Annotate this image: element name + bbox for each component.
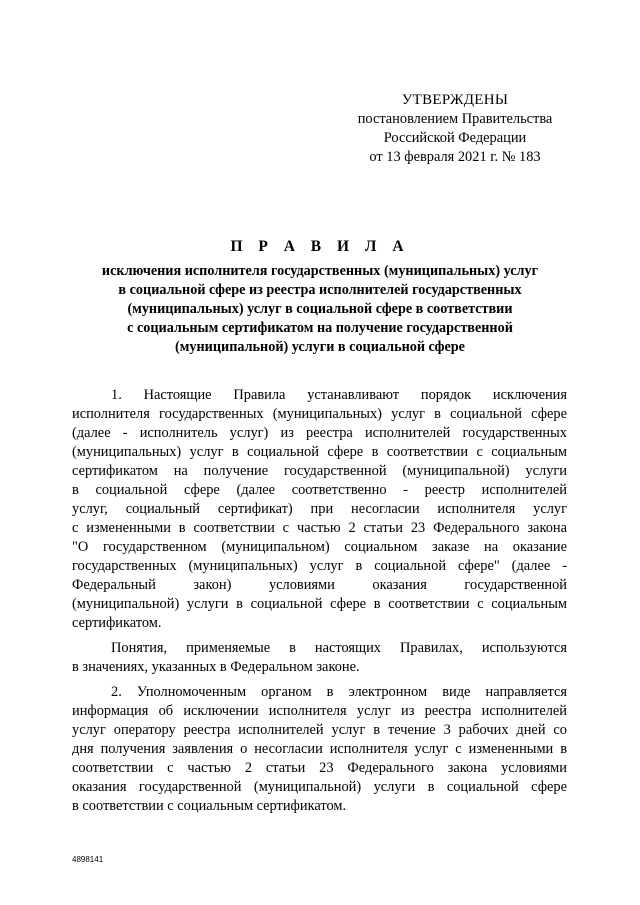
paragraph-2 bbox=[72, 639, 567, 677]
document-body bbox=[72, 386, 567, 816]
paragraph-1 bbox=[72, 386, 567, 633]
text-line: услуг, социальный сертификат) при несогласии исполнителя услуг bbox=[72, 501, 567, 517]
approval-title: УТВЕРЖДЕНЫ bbox=[401, 92, 509, 108]
text-line: (муниципальных) услуг в социальной сфере в соответствии с социальным bbox=[72, 444, 567, 460]
paragraph-3 bbox=[72, 683, 567, 816]
text-line: Федеральный закон) условиями оказания государственной bbox=[72, 577, 567, 593]
document-code: 4898141 bbox=[72, 855, 104, 864]
text-line: информация об исключении исполнителя услуг из реестра исполнителей bbox=[72, 703, 567, 719]
approval-line-3: от 13 февраля 2021 г. № 183 bbox=[369, 149, 541, 165]
approval-block bbox=[350, 91, 560, 167]
text-line: сертификатом. bbox=[72, 615, 162, 631]
text-line: "О государственном (муниципальном) социальном заказе на оказание bbox=[72, 539, 567, 555]
subtitle-line: исключения исполнителя государственных (муниципальных) услуг bbox=[101, 263, 539, 279]
text-line: (муниципальной) услуги в социальной сфере в соответствии с социальным bbox=[72, 596, 567, 612]
text-line: Понятия, применяемые в настоящих Правилах, используются bbox=[111, 640, 567, 656]
text-line: в социальной сфере (далее соответственно - реестр исполнителей bbox=[72, 482, 567, 498]
text-line: государственных (муниципальных) услуг в социальной сфере" (далее - bbox=[72, 558, 567, 574]
text-line: в значениях, указанных в Федеральном законе. bbox=[72, 659, 360, 675]
text-line: исполнителя государственных (муниципальных) услуг в социальной сфере bbox=[72, 406, 567, 422]
text-line: сертификатом на получение государственной (муниципальной) услуги bbox=[72, 463, 567, 479]
text-line: (далее - исполнитель услуг) из реестра исполнителей государственных bbox=[72, 425, 567, 441]
document-title: П Р А В И Л А bbox=[230, 238, 410, 255]
text-line: в соответствии с социальным сертификатом. bbox=[72, 798, 347, 814]
document-subtitle bbox=[72, 262, 568, 357]
text-line: соответствии с частью 2 статьи 23 Федерального закона условиями bbox=[72, 760, 567, 776]
text-line: оказания государственной (муниципальной) услуги в социальной сфере bbox=[72, 779, 567, 795]
subtitle-line: с социальным сертификатом на получение государственной bbox=[127, 320, 513, 336]
text-line: с измененными в соответствии с частью 2 статьи 23 Федерального закона bbox=[72, 520, 567, 536]
text-line: 1. Настоящие Правила устанавливают порядок исключения bbox=[111, 387, 567, 403]
text-line: 2. Уполномоченным органом в электронном виде направляется bbox=[111, 684, 567, 700]
text-line: услуг оператору реестра исполнителей услуг в течение 3 рабочих дней со bbox=[72, 722, 567, 738]
subtitle-line: в социальной сфере из реестра исполнителей государственных bbox=[118, 282, 522, 298]
subtitle-line: (муниципальной) услуги в социальной сфере bbox=[175, 339, 465, 355]
approval-line-2: Российской Федерации bbox=[383, 130, 527, 146]
text-line: дня получения заявления о несогласии исполнителя услуг с измененными в bbox=[72, 741, 567, 757]
approval-line-1: постановлением Правительства bbox=[357, 111, 553, 127]
subtitle-line: (муниципальных) услуг в социальной сфере в соответствии bbox=[127, 301, 513, 317]
